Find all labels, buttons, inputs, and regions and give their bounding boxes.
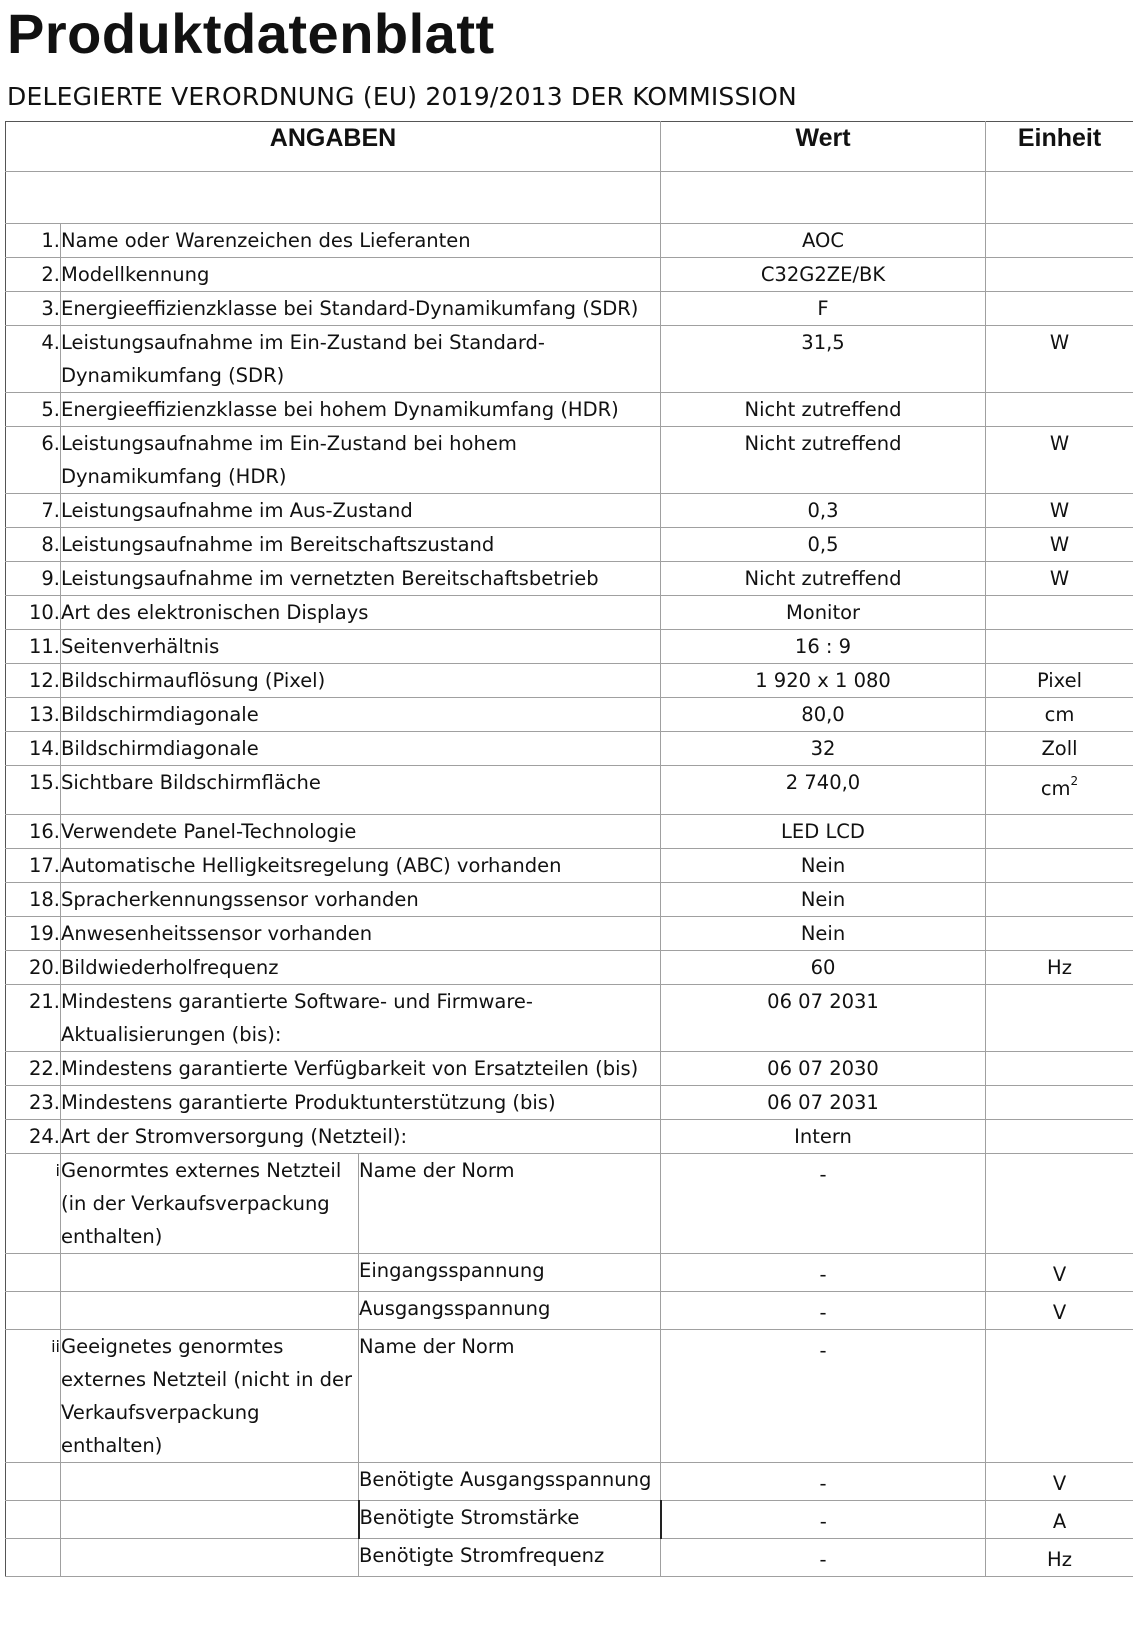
row-number: 22. <box>6 1052 61 1086</box>
row-number: 17. <box>6 849 61 883</box>
unit-text: W <box>1049 432 1070 455</box>
power-supply-description: Geeignetes genormtes externes Netzteil (nicht in der Verkaufsverpackung enthalten) <box>61 1330 359 1463</box>
row-value: F <box>661 292 986 326</box>
power-supply-item-unit: V <box>986 1254 1133 1292</box>
empty-cell <box>61 1463 359 1501</box>
row-value: 0,3 <box>661 494 986 528</box>
page-title: Produktdatenblatt <box>7 2 495 65</box>
row-unit <box>986 258 1133 292</box>
unit-text: W <box>1049 533 1070 556</box>
row-label: Anwesenheitssensor vorhanden <box>61 917 661 951</box>
row-unit <box>986 917 1133 951</box>
row-unit <box>986 883 1133 917</box>
row-label: Energieeffizienzklasse bei hohem Dynamikumfang (HDR) <box>61 393 661 427</box>
row-label: Bildschirmauflösung (Pixel) <box>61 664 661 698</box>
table-row <box>6 1120 1133 1154</box>
table-row <box>6 985 1133 1052</box>
power-supply-description: Genormtes externes Netzteil (in der Verkaufsverpackung enthalten) <box>61 1154 359 1254</box>
power-supply-item-unit: V <box>986 1292 1133 1330</box>
row-label: Leistungsaufnahme im Ein-Zustand bei Standard-Dynamikumfang (SDR) <box>61 326 661 393</box>
empty-cell <box>61 1254 359 1292</box>
row-unit <box>986 224 1133 258</box>
unit-text: Hz <box>1047 956 1072 979</box>
unit-superscript: 2 <box>1070 774 1079 788</box>
table-row <box>6 427 1133 494</box>
row-unit <box>986 1052 1133 1086</box>
empty-cell <box>6 1501 61 1539</box>
row-label: Mindestens garantierte Produktunterstützung (bis) <box>61 1086 661 1120</box>
header-wert: Wert <box>661 122 986 172</box>
row-label: Name oder Warenzeichen des Lieferanten <box>61 224 661 258</box>
row-label: Leistungsaufnahme im Ein-Zustand bei hohem Dynamikumfang (HDR) <box>61 427 661 494</box>
sub-number: i <box>6 1154 61 1254</box>
row-value: 16 : 9 <box>661 630 986 664</box>
row-label: Automatische Helligkeitsregelung (ABC) vorhanden <box>61 849 661 883</box>
power-supply-row <box>6 1254 1133 1292</box>
row-number: 15. <box>6 766 61 815</box>
row-value: Nein <box>661 917 986 951</box>
table-row <box>6 258 1133 292</box>
table-row <box>6 732 1133 766</box>
row-value: 32 <box>661 732 986 766</box>
power-supply-item-label: Name der Norm <box>359 1330 661 1463</box>
power-supply-row <box>6 1539 1133 1577</box>
power-supply-item-unit <box>986 1330 1133 1463</box>
row-number: 9. <box>6 562 61 596</box>
row-unit <box>986 630 1133 664</box>
unit-text: W <box>1049 567 1070 590</box>
row-label: Energieeffizienzklasse bei Standard-Dynamikumfang (SDR) <box>61 292 661 326</box>
row-label: Sichtbare Bildschirmfläche <box>61 766 661 815</box>
row-label: Bildschirmdiagonale <box>61 732 661 766</box>
table-row <box>6 698 1133 732</box>
row-unit <box>986 596 1133 630</box>
row-unit <box>986 292 1133 326</box>
power-supply-item-label: Benötigte Ausgangsspannung <box>359 1463 661 1501</box>
row-value: Nicht zutreffend <box>661 393 986 427</box>
row-label: Leistungsaufnahme im Bereitschaftszustand <box>61 528 661 562</box>
unit-text: Pixel <box>1036 669 1083 692</box>
power-supply-item-label: Ausgangsspannung <box>359 1292 661 1330</box>
row-unit <box>986 326 1133 393</box>
row-value: 06 07 2031 <box>661 1086 986 1120</box>
power-supply-row <box>6 1154 1133 1254</box>
empty-cell <box>6 1254 61 1292</box>
power-supply-item-unit <box>986 1154 1133 1254</box>
table-row <box>6 664 1133 698</box>
table-row <box>6 815 1133 849</box>
power-supply-item-label: Benötigte Stromfrequenz <box>359 1539 661 1577</box>
row-value: Nein <box>661 883 986 917</box>
product-data-table <box>5 121 1133 1577</box>
sub-number: ii <box>6 1330 61 1463</box>
header-angaben: ANGABEN <box>6 122 661 172</box>
power-supply-item-unit: V <box>986 1463 1133 1501</box>
empty-cell <box>61 1292 359 1330</box>
row-unit <box>986 698 1133 732</box>
row-unit <box>986 393 1133 427</box>
table-header-row <box>6 122 1133 172</box>
row-number: 6. <box>6 427 61 494</box>
row-number: 14. <box>6 732 61 766</box>
row-label: Bildwiederholfrequenz <box>61 951 661 985</box>
row-label: Spracherkennungssensor vorhanden <box>61 883 661 917</box>
table-row <box>6 883 1133 917</box>
power-supply-item-value: - <box>661 1292 986 1330</box>
table-row <box>6 766 1133 815</box>
power-supply-item-label: Eingangsspannung <box>359 1254 661 1292</box>
power-supply-item-value: - <box>661 1330 986 1463</box>
empty-cell <box>6 1292 61 1330</box>
row-number: 13. <box>6 698 61 732</box>
table-row <box>6 1086 1133 1120</box>
power-supply-item-label: Benötigte Stromstärke <box>359 1501 661 1539</box>
regulation-subtitle: DELEGIERTE VERORDNUNG (EU) 2019/2013 DER KOMMISSION <box>7 82 797 111</box>
row-value: Intern <box>661 1120 986 1154</box>
row-label: Mindestens garantierte Software- und Firmware-Aktualisierungen (bis): <box>61 985 661 1052</box>
row-label: Modellkennung <box>61 258 661 292</box>
row-number: 3. <box>6 292 61 326</box>
row-number: 5. <box>6 393 61 427</box>
row-number: 20. <box>6 951 61 985</box>
row-number: 19. <box>6 917 61 951</box>
row-value: 06 07 2030 <box>661 1052 986 1086</box>
row-value: Nicht zutreffend <box>661 427 986 494</box>
row-value: 80,0 <box>661 698 986 732</box>
table-row <box>6 1052 1133 1086</box>
row-value: 06 07 2031 <box>661 985 986 1052</box>
table-row <box>6 917 1133 951</box>
row-number: 7. <box>6 494 61 528</box>
row-value: 60 <box>661 951 986 985</box>
empty-cell <box>6 1463 61 1501</box>
row-number: 8. <box>6 528 61 562</box>
row-value: Nein <box>661 849 986 883</box>
row-unit <box>986 562 1133 596</box>
row-value: C32G2ZE/BK <box>661 258 986 292</box>
power-supply-item-unit: A <box>986 1501 1133 1539</box>
row-number: 23. <box>6 1086 61 1120</box>
table-row <box>6 630 1133 664</box>
power-supply-item-value: - <box>661 1463 986 1501</box>
row-label: Mindestens garantierte Verfügbarkeit von Ersatzteilen (bis) <box>61 1052 661 1086</box>
power-supply-row <box>6 1501 1133 1539</box>
table-row <box>6 393 1133 427</box>
table-row <box>6 224 1133 258</box>
power-supply-item-value: - <box>661 1154 986 1254</box>
row-unit <box>986 766 1133 815</box>
row-number: 18. <box>6 883 61 917</box>
header-einheit: Einheit <box>986 122 1133 172</box>
row-number: 24. <box>6 1120 61 1154</box>
power-supply-item-value: - <box>661 1501 986 1539</box>
row-value: 0,5 <box>661 528 986 562</box>
table-body <box>6 172 1133 1577</box>
row-unit <box>986 1086 1133 1120</box>
unit-text: W <box>1049 331 1070 354</box>
row-unit <box>986 815 1133 849</box>
row-label: Bildschirmdiagonale <box>61 698 661 732</box>
row-unit <box>986 1120 1133 1154</box>
row-value: Monitor <box>661 596 986 630</box>
row-number: 4. <box>6 326 61 393</box>
unit-text: cm <box>1040 777 1071 800</box>
empty-cell <box>61 1501 359 1539</box>
row-value: LED LCD <box>661 815 986 849</box>
table-row <box>6 951 1133 985</box>
unit-text: cm <box>1044 703 1075 726</box>
row-value: Nicht zutreffend <box>661 562 986 596</box>
row-unit <box>986 528 1133 562</box>
row-label: Leistungsaufnahme im vernetzten Bereitschaftsbetrieb <box>61 562 661 596</box>
row-number: 12. <box>6 664 61 698</box>
row-unit <box>986 494 1133 528</box>
row-value: 2 740,0 <box>661 766 986 815</box>
row-value: 1 920 x 1 080 <box>661 664 986 698</box>
unit-text: W <box>1049 499 1070 522</box>
row-label: Seitenverhältnis <box>61 630 661 664</box>
row-unit <box>986 985 1133 1052</box>
power-supply-row <box>6 1330 1133 1463</box>
row-number: 1. <box>6 224 61 258</box>
unit-text: Zoll <box>1041 737 1078 760</box>
power-supply-item-unit: Hz <box>986 1539 1133 1577</box>
empty-cell <box>61 1539 359 1577</box>
empty-cell <box>6 1539 61 1577</box>
row-unit <box>986 427 1133 494</box>
row-value: 31,5 <box>661 326 986 393</box>
row-label: Art des elektronischen Displays <box>61 596 661 630</box>
row-label: Verwendete Panel-Technologie <box>61 815 661 849</box>
row-number: 10. <box>6 596 61 630</box>
row-number: 21. <box>6 985 61 1052</box>
row-number: 11. <box>6 630 61 664</box>
row-label: Art der Stromversorgung (Netzteil): <box>61 1120 661 1154</box>
power-supply-item-label: Name der Norm <box>359 1154 661 1254</box>
table-row <box>6 849 1133 883</box>
power-supply-item-value: - <box>661 1539 986 1577</box>
table-row <box>6 494 1133 528</box>
table-row <box>6 528 1133 562</box>
row-number: 16. <box>6 815 61 849</box>
spacer-row <box>6 172 1133 224</box>
row-unit <box>986 732 1133 766</box>
power-supply-item-value: - <box>661 1254 986 1292</box>
row-value: AOC <box>661 224 986 258</box>
table-row <box>6 292 1133 326</box>
table-row <box>6 326 1133 393</box>
row-unit <box>986 951 1133 985</box>
row-label: Leistungsaufnahme im Aus-Zustand <box>61 494 661 528</box>
table-row <box>6 562 1133 596</box>
row-unit <box>986 664 1133 698</box>
power-supply-row <box>6 1463 1133 1501</box>
power-supply-row <box>6 1292 1133 1330</box>
row-number: 2. <box>6 258 61 292</box>
table-row <box>6 596 1133 630</box>
row-unit <box>986 849 1133 883</box>
